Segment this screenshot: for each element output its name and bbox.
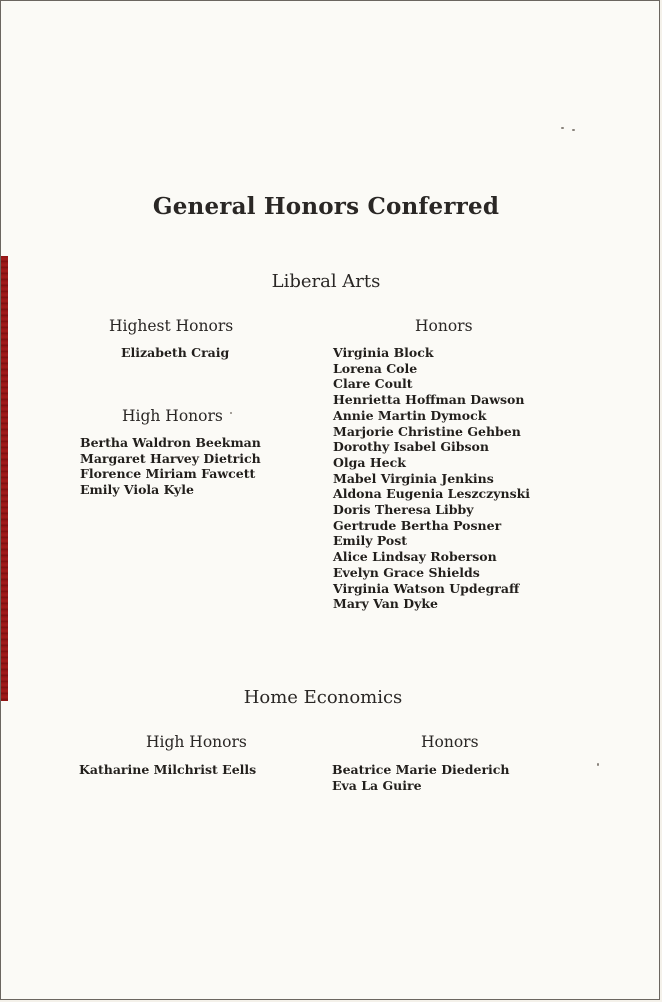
list-item: Margaret Harvey Dietrich <box>80 450 261 466</box>
list-item: Bertha Waldron Beekman <box>80 435 261 450</box>
list-item: Alice Lindsay Roberson <box>333 549 497 565</box>
list-item: Eva La Guire <box>332 777 422 793</box>
binding-ribbon <box>1 256 8 701</box>
home-economics-high-honors-heading: High Honors <box>146 733 247 751</box>
liberal-arts-high-honors-list <box>80 435 261 498</box>
list-item: Annie Martin Dymock <box>333 407 487 423</box>
list-item: Dorothy Isabel Gibson <box>333 439 489 455</box>
list-item: Clare Coult <box>333 376 413 392</box>
list-item: Olga Heck <box>333 454 406 470</box>
list-item: Aldona Eugenia Leszczynski <box>333 486 531 502</box>
list-item: Gertrude Bertha Posner <box>333 517 502 533</box>
list-item: Henrietta Hoffman Dawson <box>333 392 525 408</box>
section-heading-home-economics: Home Economics <box>243 687 403 708</box>
list-item: Emily Post <box>333 533 408 549</box>
home-economics-honors-list <box>332 762 509 793</box>
liberal-arts-honors-heading: Honors <box>415 317 473 335</box>
liberal-arts-high-honors-heading: High Honors <box>122 407 223 425</box>
list-item: Virginia Block <box>333 345 434 360</box>
paper-speck <box>572 129 575 131</box>
list-item: Beatrice Marie Diederich <box>332 762 510 777</box>
list-item: Lorena Cole <box>333 360 418 376</box>
list-item: Katharine Milchrist Eells <box>79 762 257 777</box>
list-item: Mary Van Dyke <box>333 596 438 612</box>
list-item: Virginia Watson Updegraff <box>333 580 520 596</box>
list-item: Florence Miriam Fawcett <box>80 466 256 482</box>
liberal-arts-honors-list <box>333 345 530 612</box>
list-item: Emily Viola Kyle <box>80 482 194 498</box>
section-heading-liberal-arts: Liberal Arts <box>271 271 381 292</box>
list-item: Elizabeth Craig <box>121 345 230 360</box>
liberal-arts-highest-honors-heading: Highest Honors <box>109 317 234 335</box>
paper-speck <box>230 412 232 414</box>
list-item: Doris Theresa Libby <box>333 502 474 518</box>
page-title: General Honors Conferred <box>152 193 500 220</box>
list-item: Marjorie Christine Gehben <box>333 423 521 439</box>
home-economics-honors-heading: Honors <box>421 733 479 751</box>
list-item: Evelyn Grace Shields <box>333 564 480 580</box>
home-economics-high-honors-list <box>79 762 256 778</box>
list-item: Mabel Virginia Jenkins <box>333 470 494 486</box>
paper-speck <box>561 127 564 129</box>
paper-speck <box>597 763 599 766</box>
liberal-arts-highest-honors-list <box>121 345 229 361</box>
